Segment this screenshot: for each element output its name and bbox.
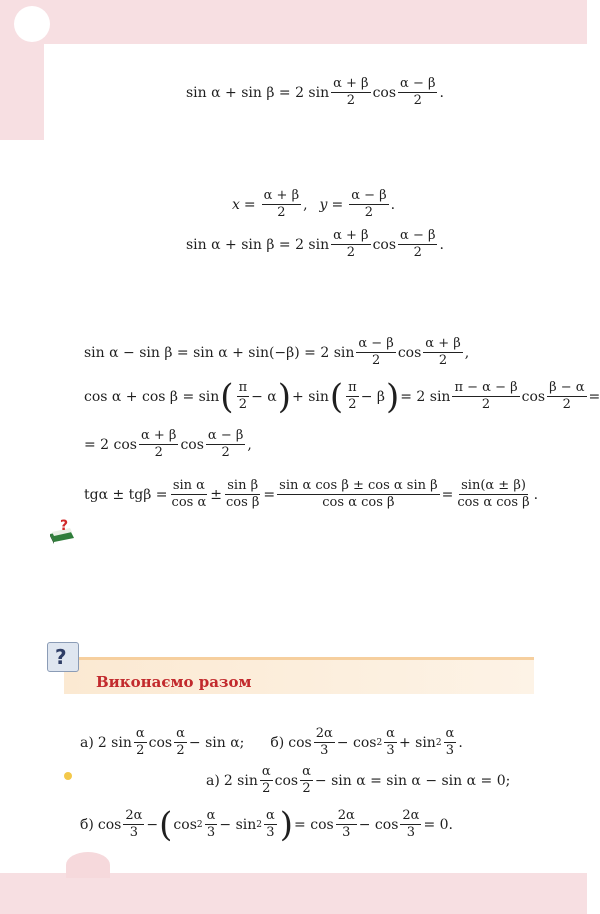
denominator: 2 (413, 245, 422, 260)
fraction (336, 808, 357, 841)
paren-close: ) (279, 804, 294, 845)
denominator: 3 (386, 743, 395, 758)
denominator: cos α cos β (457, 495, 530, 510)
top-page-band (0, 0, 587, 44)
fraction (260, 764, 273, 797)
numerator: α + β (141, 428, 177, 443)
fraction (455, 478, 531, 511)
numerator: α − β (358, 336, 394, 351)
formula-text: cos (97, 816, 122, 833)
numerator: α + β (425, 336, 461, 351)
formula-text: cos (274, 772, 299, 789)
numerator: α − β (207, 428, 244, 443)
numerator: α (386, 726, 395, 741)
paren-open: ( (329, 376, 344, 417)
exponent: 2 (435, 737, 442, 748)
formula-text: = (243, 196, 256, 213)
numerator: α + β (333, 228, 369, 243)
exponent: 2 (256, 819, 262, 830)
denominator: 2 (221, 445, 230, 460)
denominator: 2 (238, 397, 247, 412)
numerator: sin α (172, 478, 205, 493)
bottom-page-circle (66, 852, 110, 878)
formula-text: + sin (292, 388, 329, 405)
formula-text: cos α + cos β = sin (84, 388, 220, 405)
bottom-page-band (0, 873, 587, 914)
fraction (134, 726, 147, 759)
fraction (398, 76, 437, 109)
formula-text: sin α + sin β = 2 sin (186, 84, 330, 101)
fraction (452, 380, 519, 413)
fraction (398, 228, 437, 261)
exponent: 2 (376, 737, 383, 748)
formula-text: sin α − sin β = sin α + sin(−β) = 2 sin (84, 344, 355, 361)
numerator: β − α (549, 380, 585, 395)
numerator: α (135, 726, 145, 741)
denominator: 2 (346, 245, 355, 260)
formula-sum-of-sines (186, 76, 444, 109)
formula-text: − β (360, 388, 385, 405)
numerator: 2α (315, 726, 333, 741)
section-title: Виконаємо разом (96, 673, 252, 691)
formula-text: − cos (358, 816, 399, 833)
paren-close: ) (277, 376, 292, 417)
formula-text: = (588, 388, 600, 405)
numerator: π − α − β (454, 380, 518, 395)
denominator: 2 (136, 743, 145, 758)
denominator: cos α (171, 495, 207, 510)
numerator: 2α (337, 808, 355, 823)
fraction (224, 478, 261, 511)
paren-open: ( (159, 804, 173, 845)
formula-text: tgα ± tgβ = (84, 486, 168, 503)
formula-text: − α (251, 388, 277, 405)
fraction (346, 380, 359, 413)
question-notepad-icon: ? (47, 642, 79, 672)
formula-text: − sin α; (188, 734, 245, 751)
formula-sum-of-cosines (84, 376, 600, 417)
formula-text: . (533, 486, 539, 503)
denominator: 2 (364, 205, 374, 220)
solution-a-label: а) (206, 772, 220, 789)
formula-text: = cos (294, 816, 334, 833)
fraction (356, 336, 395, 369)
formula-tangent-sum (84, 478, 538, 511)
numerator: α (206, 808, 216, 823)
fraction (262, 188, 301, 221)
denominator: 2 (481, 397, 491, 412)
task-a-label: а) (80, 734, 94, 751)
formula-substitution (232, 188, 395, 221)
denominator: 2 (262, 781, 271, 796)
formula-text: cos (148, 734, 173, 751)
formula-text: = 2 sin (400, 388, 451, 405)
solution-a (206, 764, 510, 797)
numerator: α (445, 726, 455, 741)
paren-open: ( (220, 376, 234, 417)
denominator: 2 (371, 353, 381, 368)
formula-text: . (439, 236, 444, 253)
fraction (444, 726, 457, 759)
formula-text: − (146, 816, 159, 833)
formula-text: ± (210, 486, 222, 503)
formula-text: 2 sin (223, 772, 258, 789)
formula-text: sin α + sin β = 2 sin (186, 236, 330, 253)
fraction (206, 428, 245, 461)
denominator: 2 (277, 205, 286, 220)
denominator: 2 (346, 93, 355, 108)
numerator: α + β (333, 76, 369, 91)
formula-text: cos (180, 436, 204, 453)
numerator: α (266, 808, 275, 823)
fraction (277, 478, 440, 511)
formula-text: . (390, 196, 396, 213)
numerator: π (348, 380, 357, 395)
denominator: cos α cos β (322, 495, 395, 510)
numerator: sin β (227, 478, 259, 493)
exercise-task (80, 726, 463, 759)
numerator: sin α cos β ± cos α sin β (279, 478, 438, 493)
fraction (400, 808, 421, 841)
formula-text: cos (288, 734, 312, 751)
numerator: 2α (402, 808, 420, 823)
fraction (331, 228, 370, 261)
formula-text: 2 sin (97, 734, 132, 751)
numerator: α − β (400, 228, 436, 243)
variable-y: y (319, 196, 328, 213)
fraction (331, 76, 370, 109)
formula-text: cos (372, 236, 397, 253)
solution-bullet (64, 772, 72, 780)
formula-text: = (263, 486, 276, 503)
svg-text:?: ? (60, 518, 69, 534)
solution-b (80, 804, 453, 845)
question-book-icon (48, 518, 76, 544)
denominator: 2 (438, 353, 448, 368)
variable-x: x (232, 196, 240, 213)
denominator: 2 (176, 743, 185, 758)
formula-text: = 0. (423, 816, 453, 833)
denominator: 2 (413, 93, 422, 108)
numerator: α − β (351, 188, 387, 203)
numerator: π (238, 380, 248, 395)
fraction (174, 726, 187, 759)
formula-text: = (331, 196, 344, 213)
formula-text: cos (173, 816, 197, 833)
numerator: sin(α ± β) (461, 478, 526, 493)
formula-text: = (441, 486, 454, 503)
formula-difference-of-sines (84, 336, 469, 369)
denominator: 3 (129, 825, 139, 840)
fraction (237, 380, 250, 413)
formula-sum-of-sines-repeat (186, 228, 444, 261)
fraction (264, 808, 277, 841)
fraction (547, 380, 586, 413)
denominator: 2 (302, 781, 311, 796)
denominator: 3 (445, 743, 455, 758)
numerator: α (261, 764, 271, 779)
task-b-label: б) (270, 734, 285, 751)
numerator: α (176, 726, 185, 741)
numerator: α (302, 764, 311, 779)
numerator: α − β (400, 76, 436, 91)
formula-text: − cos (336, 734, 377, 751)
denominator: 3 (406, 825, 416, 840)
denominator: 2 (562, 397, 571, 412)
denominator: 2 (348, 397, 357, 412)
fraction (349, 188, 388, 221)
denominator: 2 (154, 445, 163, 460)
formula-text: , (303, 196, 308, 213)
fraction (314, 726, 335, 759)
formula-text: cos (372, 84, 397, 101)
formula-sum-of-cosines-result (84, 428, 252, 461)
fraction (423, 336, 462, 369)
denominator: 3 (320, 743, 329, 758)
denominator: 3 (342, 825, 351, 840)
formula-text: cos (521, 388, 546, 405)
fraction (205, 808, 218, 841)
formula-text: cos (397, 344, 422, 361)
formula-text: . (458, 734, 463, 751)
fraction (170, 478, 209, 511)
numerator: α + β (263, 188, 300, 203)
denominator: 3 (266, 825, 275, 840)
denominator: cos β (225, 495, 260, 510)
numerator: 2α (125, 808, 143, 823)
formula-text: . (439, 84, 444, 101)
formula-text: = 2 cos (84, 436, 137, 453)
formula-text: , (464, 344, 470, 361)
fraction (384, 726, 397, 759)
fraction (139, 428, 178, 461)
fraction (123, 808, 144, 841)
exponent: 2 (196, 819, 203, 830)
page-number-circle (14, 6, 50, 42)
denominator: 3 (206, 825, 216, 840)
formula-text: − sin α = sin α − sin α = 0; (314, 772, 511, 789)
solution-b-label: б) (80, 816, 94, 833)
fraction (300, 764, 313, 797)
formula-text: , (247, 436, 252, 453)
paren-close: ) (385, 376, 400, 417)
formula-text: − sin (219, 816, 257, 833)
formula-text: + sin (398, 734, 436, 751)
